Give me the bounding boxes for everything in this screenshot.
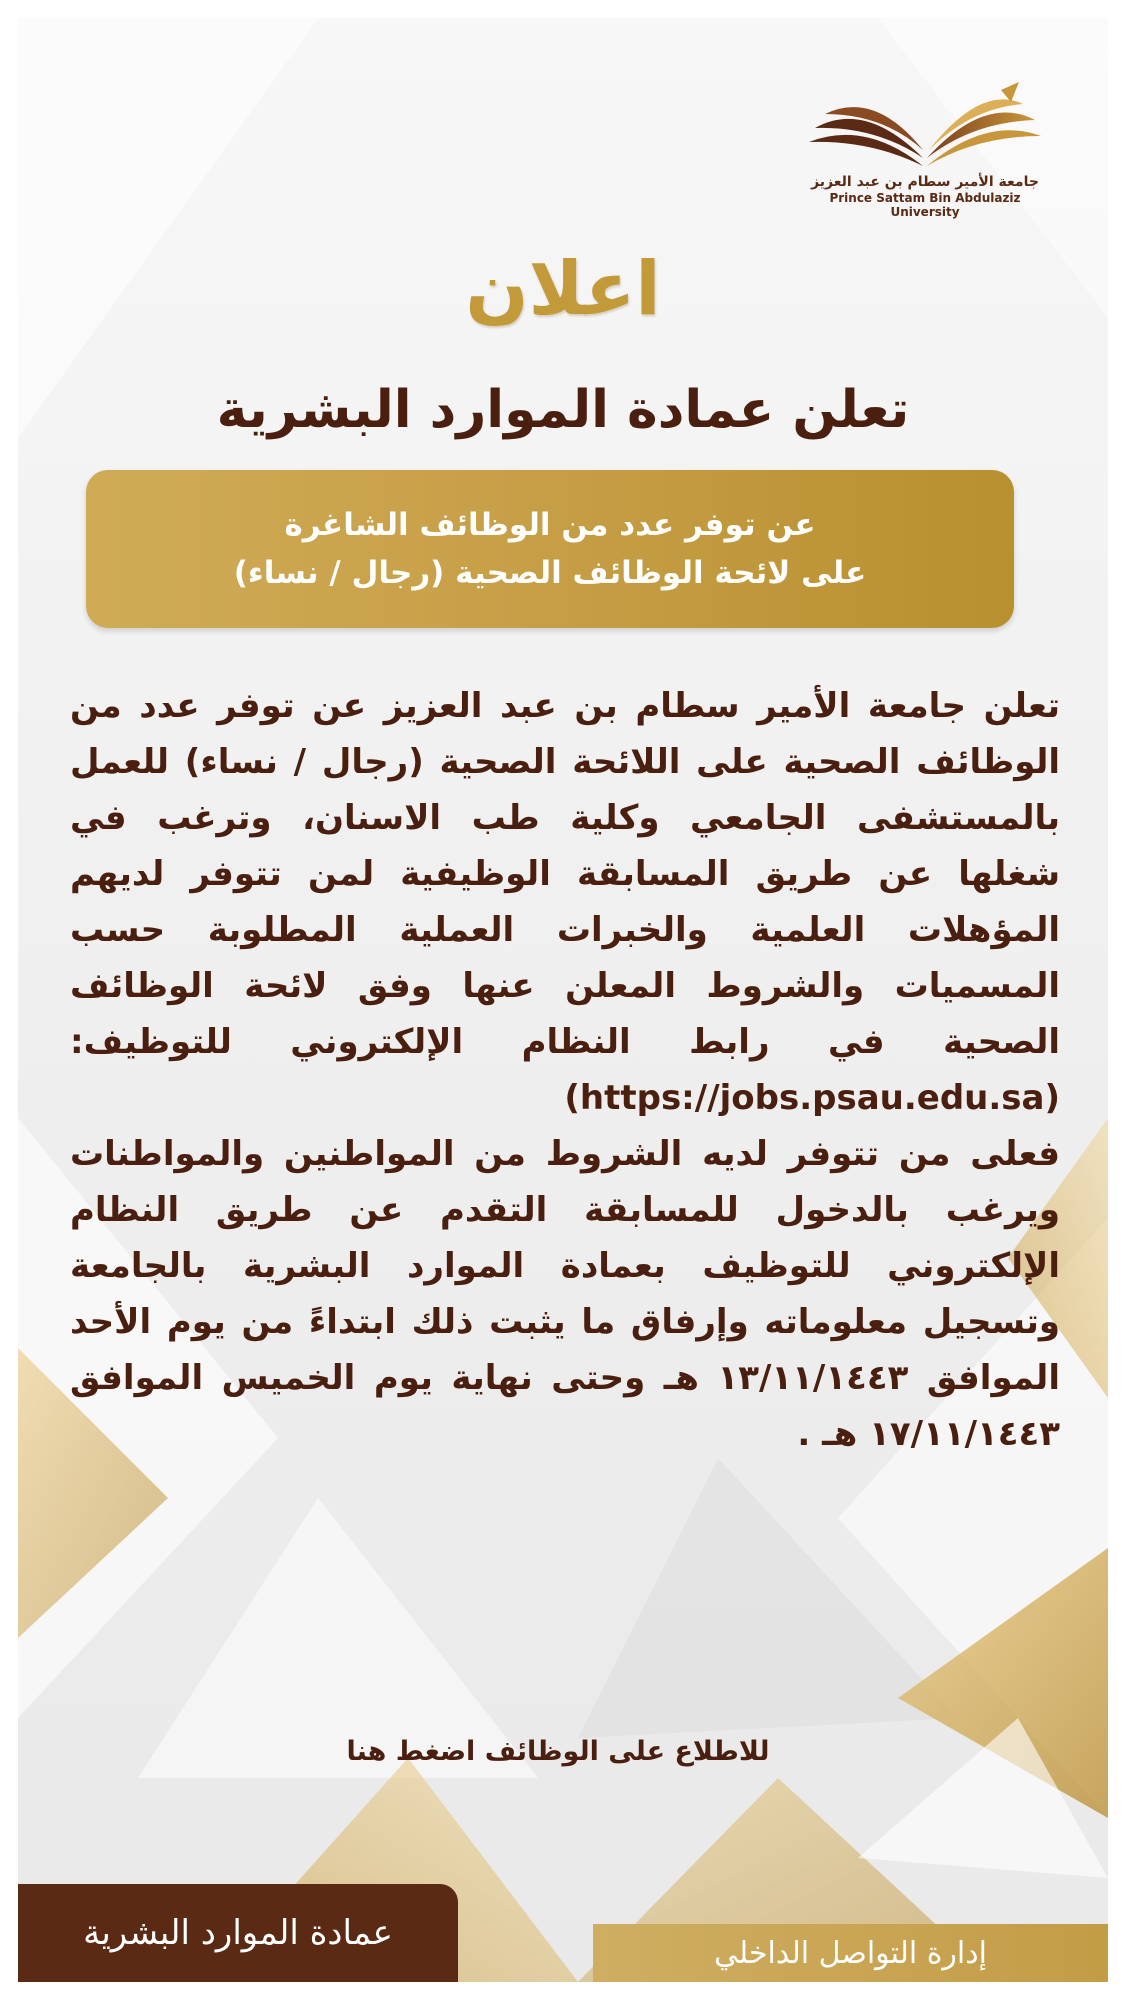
announcement-heading: اعلان (465, 246, 661, 332)
department-heading: تعلن عمادة الموارد البشرية (216, 380, 910, 440)
body-paragraph-1: تعلن جامعة الأمير سطام بن عبد العزيز عن توفر عدد من الوظائف الصحية على اللائحة الصحية (رجال / نساء) للعمل بالمستشفى الجامعي وكلية طب الاسنان، وترغب في شغلها عن طريق المسابقة الوظيفية لمن تتوفر لديهم المؤهلات العلمية والخبرات العملية المطلوبة حسب المسميات والشروط المعلن عنها وفق لائحة الوظائف الصحية في رابط النظام الإلكتروني للتوظيف: (https://jobs.psau.edu.sa) (70, 686, 1060, 1118)
logo-arabic-name: جامعة الأمير سطام بن عبد العزيز (811, 174, 1039, 190)
view-jobs-link[interactable]: للاطلاع على الوظائف اضغط هنا (346, 1736, 770, 1767)
logo-english-name: Prince Sattam Bin Abdulaziz University (829, 191, 1021, 219)
announcement-card (18, 18, 1108, 1982)
body-paragraph-2: فعلى من تتوفر لديه الشروط من المواطنين والمواطنات ويرغب بالدخول للمسابقة التقدم عن طريق النظام الإلكتروني للتوظيف بعمادة الموارد البشرية بالجامعة وتسجيل معلوماته وإرفاق ما يثبت ذلك ابتداءً من يوم الأحد الموافق ١٣/١١/١٤٤٣ هـ وحتى نهاية يوم الخميس الموافق ١٧/١١/١٤٤٣ هـ . (70, 1134, 1060, 1454)
footer-communication-label: إدارة التواصل الداخلي (714, 1935, 987, 1971)
open-book-logo-icon (805, 80, 1045, 172)
footer-department-badge (18, 1884, 458, 1982)
footer-communication-badge (593, 1924, 1108, 1982)
banner-line-1: عن توفر عدد من الوظائف الشاغرة (284, 507, 816, 543)
announcement-body (70, 678, 1060, 1462)
banner-line-2: على لائحة الوظائف الصحية (رجال / نساء) (233, 555, 867, 591)
footer-department-label: عمادة الموارد البشرية (83, 1913, 393, 1953)
university-logo (800, 80, 1050, 219)
vacancy-banner (86, 470, 1014, 628)
